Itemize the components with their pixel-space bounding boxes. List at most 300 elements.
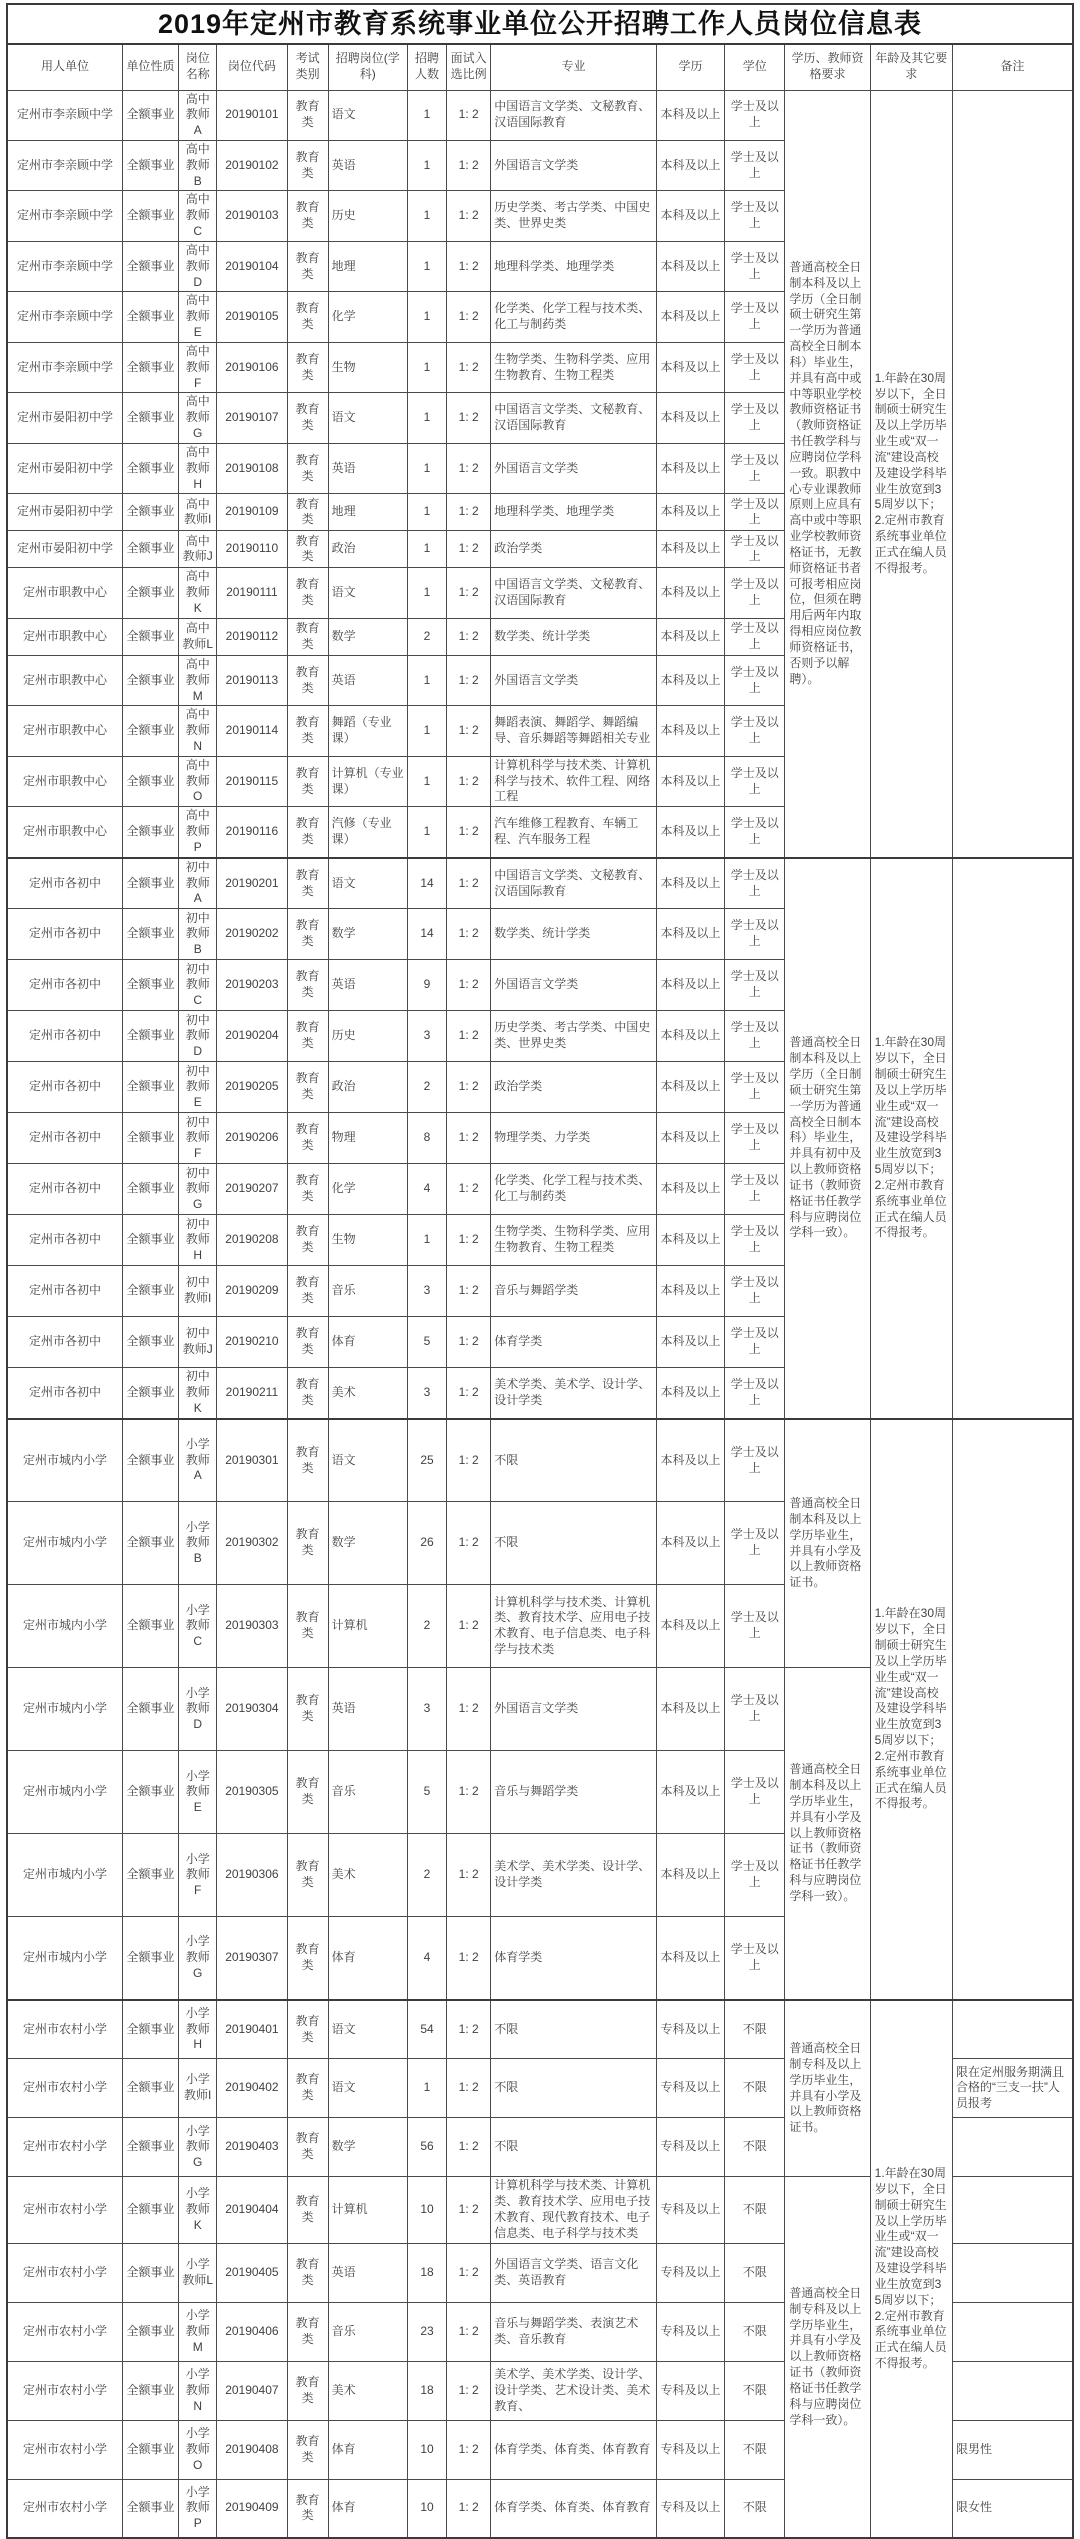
remark-cell [952,2000,1073,2059]
cell-post-name: 小学教师E [179,1751,217,1834]
table-header-row [7,44,1073,90]
cell-recruit-count: 1 [407,393,446,443]
cell-recruit-count: 2 [407,1585,446,1668]
cell-education: 专科及以上 [656,2420,724,2479]
cell-post-name: 小学教师C [179,1585,217,1668]
cell-subject: 英语 [328,655,407,705]
cell-post-code: 20190210 [217,1317,287,1368]
cell-interview-ratio: 1: 2 [447,807,491,858]
cell-major: 计算机科学与技术类、计算机类、教育技术学、应用电子技术教育、电子信息类、电子科学与技术类 [491,1585,657,1668]
cell-exam-category: 教育类 [287,960,328,1011]
table-row [7,2000,1073,2059]
cell-interview-ratio: 1: 2 [447,756,491,806]
cell-recruit-count: 1 [407,531,446,568]
cell-major: 体育学类、体育类、体育教育 [491,2420,657,2479]
cell-unit: 定州市晏阳初中学 [7,494,122,531]
cell-subject: 语文 [328,2000,407,2059]
cell-major: 中国语言文学类、文秘教育、汉语国际教育 [491,568,657,618]
cell-unit: 定州市各初中 [7,1113,122,1164]
cell-degree: 学士及以上 [725,706,785,756]
cell-major: 不限 [491,1419,657,1502]
cell-interview-ratio: 1: 2 [447,1266,491,1317]
cell-post-code: 20190113 [217,655,287,705]
cell-exam-category: 教育类 [287,1419,328,1502]
cell-recruit-count: 1 [407,292,446,342]
cell-exam-category: 教育类 [287,756,328,806]
cell-education: 本科及以上 [656,655,724,705]
cell-recruit-count: 1 [407,2059,446,2118]
cell-exam-category: 教育类 [287,655,328,705]
cell-exam-category: 教育类 [287,1011,328,1062]
cell-degree: 学士及以上 [725,393,785,443]
cell-degree: 学士及以上 [725,909,785,960]
cell-education: 本科及以上 [656,1834,724,1917]
column-header: 面试入选比例 [447,44,491,90]
cell-subject: 体育 [328,1317,407,1368]
remark-cell [952,2302,1073,2361]
cell-subject: 语文 [328,1419,407,1502]
cell-post-name: 小学教师O [179,2420,217,2479]
cell-major: 音乐与舞蹈学类 [491,1751,657,1834]
cell-degree: 不限 [725,2479,785,2538]
cell-education: 本科及以上 [656,807,724,858]
cell-interview-ratio: 1: 2 [447,531,491,568]
cell-major: 汽车维修工程教育、车辆工程、汽车服务工程 [491,807,657,858]
column-header: 学历 [656,44,724,90]
cell-degree: 不限 [725,2420,785,2479]
cell-degree: 学士及以上 [725,241,785,291]
cell-major: 美术学、美术学类、设计学、设计学类 [491,1834,657,1917]
cell-education: 本科及以上 [656,90,724,140]
cell-interview-ratio: 1: 2 [447,1317,491,1368]
column-header: 岗位代码 [217,44,287,90]
cell-education: 专科及以上 [656,2243,724,2302]
cell-recruit-count: 56 [407,2118,446,2177]
cell-exam-category: 教育类 [287,909,328,960]
cell-interview-ratio: 1: 2 [447,1751,491,1834]
cell-recruit-count: 1 [407,241,446,291]
cell-post-code: 20190408 [217,2420,287,2479]
cell-unit: 定州市城内小学 [7,1585,122,1668]
cell-nature: 全额事业 [122,393,178,443]
cell-exam-category: 教育类 [287,1834,328,1917]
cell-interview-ratio: 1: 2 [447,140,491,190]
cell-nature: 全额事业 [122,706,178,756]
column-header: 专业 [491,44,657,90]
column-header: 考试类别 [287,44,328,90]
column-header: 年龄及其它要求 [870,44,952,90]
cell-nature: 全额事业 [122,1062,178,1113]
cell-post-name: 小学教师G [179,1917,217,2000]
cell-post-name: 小学教师D [179,1668,217,1751]
cell-post-name: 高中教师J [179,531,217,568]
cell-nature: 全额事业 [122,1668,178,1751]
cell-subject: 语文 [328,858,407,909]
remark-cell: 限男性 [952,2420,1073,2479]
cell-post-name: 小学教师L [179,2243,217,2302]
cell-degree: 学士及以上 [725,90,785,140]
cell-interview-ratio: 1: 2 [447,393,491,443]
cell-post-code: 20190406 [217,2302,287,2361]
cell-major: 数学类、统计学类 [491,618,657,655]
cell-subject: 语文 [328,90,407,140]
cell-degree: 学士及以上 [725,443,785,493]
cell-recruit-count: 1 [407,342,446,392]
cell-nature: 全额事业 [122,1113,178,1164]
cell-nature: 全额事业 [122,2479,178,2538]
cell-nature: 全额事业 [122,2361,178,2420]
cell-subject: 历史 [328,1011,407,1062]
cell-education: 本科及以上 [656,568,724,618]
cell-post-name: 高中教师N [179,706,217,756]
cell-major: 计算机科学与技术类、计算机科学与技术、软件工程、网络工程 [491,756,657,806]
age-other-requirement-cell: 1.年龄在30周岁以下，全日制硕士研究生及以上学历毕业生或“双一流”建设高校及建设学科毕业生放宽到35周岁以下；2.定州市教育系统事业单位正式在编人员不得报考。 [870,2000,952,2538]
cell-unit: 定州市职教中心 [7,706,122,756]
cell-major: 不限 [491,1502,657,1585]
cell-exam-category: 教育类 [287,568,328,618]
table-row [7,90,1073,140]
cell-post-name: 初中教师F [179,1113,217,1164]
cell-post-code: 20190307 [217,1917,287,2000]
cell-interview-ratio: 1: 2 [447,2361,491,2420]
cell-interview-ratio: 1: 2 [447,655,491,705]
cell-interview-ratio: 1: 2 [447,292,491,342]
cell-unit: 定州市晏阳初中学 [7,393,122,443]
cell-post-code: 20190112 [217,618,287,655]
cell-degree: 学士及以上 [725,568,785,618]
cell-nature: 全额事业 [122,2118,178,2177]
cell-interview-ratio: 1: 2 [447,2479,491,2538]
cell-exam-category: 教育类 [287,1668,328,1751]
column-header: 单位性质 [122,44,178,90]
cell-nature: 全额事业 [122,2000,178,2059]
cell-exam-category: 教育类 [287,2177,328,2243]
cell-education: 本科及以上 [656,1502,724,1585]
cell-unit: 定州市各初中 [7,1317,122,1368]
cell-recruit-count: 1 [407,1215,446,1266]
cell-degree: 学士及以上 [725,960,785,1011]
cell-education: 本科及以上 [656,494,724,531]
cell-nature: 全额事业 [122,1317,178,1368]
cell-subject: 美术 [328,2361,407,2420]
cell-degree: 学士及以上 [725,140,785,190]
cell-nature: 全额事业 [122,756,178,806]
cell-exam-category: 教育类 [287,2243,328,2302]
cell-post-name: 高中教师D [179,241,217,291]
cell-nature: 全额事业 [122,1011,178,1062]
cell-unit: 定州市农村小学 [7,2361,122,2420]
cell-major: 不限 [491,2118,657,2177]
cell-interview-ratio: 1: 2 [447,2243,491,2302]
cell-subject: 语文 [328,2059,407,2118]
cell-subject: 地理 [328,494,407,531]
cell-post-code: 20190209 [217,1266,287,1317]
cell-education: 本科及以上 [656,140,724,190]
cell-post-code: 20190104 [217,241,287,291]
cell-exam-category: 教育类 [287,706,328,756]
cell-degree: 学士及以上 [725,191,785,241]
cell-exam-category: 教育类 [287,2059,328,2118]
cell-post-name: 高中教师E [179,292,217,342]
cell-post-name: 高中教师P [179,807,217,858]
cell-recruit-count: 10 [407,2177,446,2243]
cell-unit: 定州市李亲顾中学 [7,241,122,291]
cell-nature: 全额事业 [122,90,178,140]
cell-nature: 全额事业 [122,531,178,568]
cell-post-name: 初中教师I [179,1266,217,1317]
cell-interview-ratio: 1: 2 [447,241,491,291]
cell-degree: 学士及以上 [725,1164,785,1215]
cell-major: 外国语言文学类 [491,960,657,1011]
table-row [7,1419,1073,1502]
cell-exam-category: 教育类 [287,140,328,190]
cell-post-name: 初中教师D [179,1011,217,1062]
cell-post-code: 20190202 [217,909,287,960]
cell-education: 本科及以上 [656,1266,724,1317]
cell-subject: 美术 [328,1834,407,1917]
cell-post-name: 高中教师A [179,90,217,140]
edu-qualification-requirement-cell: 普通高校全日制本科及以上学历毕业生，并具有小学及以上教师资格证书（教师资格证书任教学科与应聘岗位学科一致）。 [785,1668,870,2000]
cell-recruit-count: 1 [407,655,446,705]
cell-interview-ratio: 1: 2 [447,2059,491,2118]
cell-major: 化学类、化学工程与技术类、化工与制药类 [491,292,657,342]
cell-subject: 生物 [328,342,407,392]
cell-unit: 定州市职教中心 [7,756,122,806]
cell-education: 本科及以上 [656,1164,724,1215]
cell-interview-ratio: 1: 2 [447,909,491,960]
cell-nature: 全额事业 [122,342,178,392]
cell-degree: 学士及以上 [725,756,785,806]
cell-post-code: 20190201 [217,858,287,909]
cell-degree: 学士及以上 [725,1215,785,1266]
cell-education: 本科及以上 [656,618,724,655]
cell-interview-ratio: 1: 2 [447,443,491,493]
cell-post-name: 小学教师N [179,2361,217,2420]
cell-post-name: 高中教师I [179,494,217,531]
cell-recruit-count: 26 [407,1502,446,1585]
cell-recruit-count: 1 [407,706,446,756]
cell-major: 外国语言文学类、语言文化类、英语教育 [491,2243,657,2302]
edu-qualification-requirement-cell: 普通高校全日制本科及以上学历（全日制硕士研究生第一学历为普通高校全日制本科）毕业生，并具有初中及以上教师资格证书（教师资格证书任教学科与应聘岗位学科一致）。 [785,858,870,1419]
cell-degree: 不限 [725,2118,785,2177]
cell-post-code: 20190102 [217,140,287,190]
cell-nature: 全额事业 [122,2302,178,2361]
cell-recruit-count: 1 [407,494,446,531]
cell-post-code: 20190114 [217,706,287,756]
cell-degree: 学士及以上 [725,807,785,858]
cell-post-code: 20190405 [217,2243,287,2302]
cell-interview-ratio: 1: 2 [447,1585,491,1668]
cell-post-code: 20190306 [217,1834,287,1917]
cell-degree: 学士及以上 [725,858,785,909]
cell-major: 舞蹈表演、舞蹈学、舞蹈编导、音乐舞蹈等舞蹈相关专业 [491,706,657,756]
cell-education: 本科及以上 [656,1419,724,1502]
cell-degree: 学士及以上 [725,1419,785,1502]
cell-recruit-count: 4 [407,1917,446,2000]
cell-major: 美术学类、美术学、设计学、设计学类 [491,1368,657,1419]
cell-education: 本科及以上 [656,909,724,960]
cell-education: 本科及以上 [656,1317,724,1368]
cell-interview-ratio: 1: 2 [447,1834,491,1917]
cell-subject: 计算机 [328,2177,407,2243]
cell-major: 音乐与舞蹈学类 [491,1266,657,1317]
cell-subject: 数学 [328,1502,407,1585]
cell-unit: 定州市各初中 [7,1011,122,1062]
cell-unit: 定州市各初中 [7,960,122,1011]
column-header: 招聘人数 [407,44,446,90]
cell-exam-category: 教育类 [287,1215,328,1266]
cell-post-code: 20190303 [217,1585,287,1668]
cell-nature: 全额事业 [122,191,178,241]
cell-education: 本科及以上 [656,443,724,493]
cell-subject: 物理 [328,1113,407,1164]
remark-cell [952,858,1073,1419]
cell-unit: 定州市各初中 [7,1266,122,1317]
cell-subject: 英语 [328,140,407,190]
cell-nature: 全额事业 [122,241,178,291]
cell-major: 中国语言文学类、文秘教育、汉语国际教育 [491,393,657,443]
cell-post-name: 初中教师B [179,909,217,960]
cell-exam-category: 教育类 [287,807,328,858]
cell-subject: 数学 [328,618,407,655]
cell-post-code: 20190305 [217,1751,287,1834]
cell-major: 音乐与舞蹈学类、表演艺术类、音乐教育 [491,2302,657,2361]
cell-unit: 定州市职教中心 [7,807,122,858]
cell-post-name: 小学教师A [179,1419,217,1502]
cell-subject: 语文 [328,393,407,443]
cell-education: 本科及以上 [656,706,724,756]
cell-nature: 全额事业 [122,1585,178,1668]
cell-major: 体育学类 [491,1317,657,1368]
cell-education: 本科及以上 [656,531,724,568]
cell-major: 化学类、化学工程与技术类、化工与制药类 [491,1164,657,1215]
cell-nature: 全额事业 [122,858,178,909]
cell-unit: 定州市李亲顾中学 [7,292,122,342]
cell-post-name: 高中教师C [179,191,217,241]
cell-post-name: 小学教师H [179,2000,217,2059]
cell-degree: 不限 [725,2361,785,2420]
cell-exam-category: 教育类 [287,342,328,392]
cell-post-name: 小学教师M [179,2302,217,2361]
cell-major: 生物学类、生物科学类、应用生物教育、生物工程类 [491,342,657,392]
cell-unit: 定州市城内小学 [7,1502,122,1585]
cell-nature: 全额事业 [122,1368,178,1419]
cell-post-code: 20190211 [217,1368,287,1419]
cell-post-name: 高中教师H [179,443,217,493]
cell-degree: 不限 [725,2243,785,2302]
cell-education: 本科及以上 [656,858,724,909]
cell-degree: 不限 [725,2059,785,2118]
column-header: 招聘岗位(学科) [328,44,407,90]
cell-degree: 学士及以上 [725,494,785,531]
cell-exam-category: 教育类 [287,241,328,291]
cell-degree: 学士及以上 [725,1113,785,1164]
cell-interview-ratio: 1: 2 [447,568,491,618]
cell-major: 历史学类、考古学类、中国史类、世界史类 [491,1011,657,1062]
cell-unit: 定州市职教中心 [7,618,122,655]
cell-nature: 全额事业 [122,2420,178,2479]
cell-subject: 音乐 [328,1751,407,1834]
cell-education: 本科及以上 [656,960,724,1011]
cell-subject: 计算机 [328,1585,407,1668]
cell-subject: 音乐 [328,2302,407,2361]
edu-qualification-requirement-cell: 普通高校全日制本科及以上学历（全日制硕士研究生第一学历为普通高校全日制本科）毕业生，并具有高中或中等职业学校教师资格证书（教师资格证书任教学科与应聘岗位学科一致。职教中心专业课教师原则上应具有高中或中等职业学校教师资格证书，无教师资格证书者可报考相应岗位，但须在聘用后两年内取得相应岗位教师资格证书，否则予以解聘）。 [785,90,870,858]
recruitment-info-sheet [6,3,1074,2539]
cell-recruit-count: 5 [407,1751,446,1834]
cell-unit: 定州市晏阳初中学 [7,531,122,568]
cell-unit: 定州市农村小学 [7,2302,122,2361]
cell-education: 本科及以上 [656,1011,724,1062]
cell-degree: 学士及以上 [725,1266,785,1317]
cell-interview-ratio: 1: 2 [447,1502,491,1585]
cell-post-code: 20190101 [217,90,287,140]
cell-major: 地理科学类、地理学类 [491,241,657,291]
cell-recruit-count: 2 [407,1834,446,1917]
cell-degree: 学士及以上 [725,1011,785,1062]
cell-recruit-count: 4 [407,1164,446,1215]
cell-nature: 全额事业 [122,568,178,618]
cell-interview-ratio: 1: 2 [447,960,491,1011]
cell-post-code: 20190110 [217,531,287,568]
cell-major: 计算机科学与技术类、计算机类、教育技术学、应用电子技术教育、现代教育技术、电子信息类、电子科学与技术类 [491,2177,657,2243]
cell-recruit-count: 3 [407,1368,446,1419]
cell-unit: 定州市晏阳初中学 [7,443,122,493]
cell-recruit-count: 2 [407,1062,446,1113]
cell-exam-category: 教育类 [287,2361,328,2420]
cell-nature: 全额事业 [122,1751,178,1834]
cell-post-code: 20190409 [217,2479,287,2538]
cell-nature: 全额事业 [122,1917,178,2000]
cell-interview-ratio: 1: 2 [447,2118,491,2177]
cell-recruit-count: 1 [407,191,446,241]
cell-degree: 学士及以上 [725,1585,785,1668]
cell-subject: 语文 [328,568,407,618]
cell-major: 体育学类 [491,1917,657,2000]
cell-major: 政治学类 [491,1062,657,1113]
cell-degree: 学士及以上 [725,655,785,705]
cell-exam-category: 教育类 [287,618,328,655]
cell-unit: 定州市各初中 [7,1164,122,1215]
cell-post-code: 20190204 [217,1011,287,1062]
cell-post-name: 初中教师A [179,858,217,909]
cell-post-name: 小学教师B [179,1502,217,1585]
cell-major: 物理学类、力学类 [491,1113,657,1164]
cell-degree: 学士及以上 [725,1368,785,1419]
cell-post-code: 20190107 [217,393,287,443]
cell-major: 不限 [491,2000,657,2059]
cell-interview-ratio: 1: 2 [447,1062,491,1113]
cell-nature: 全额事业 [122,1419,178,1502]
cell-major: 外国语言文学类 [491,140,657,190]
cell-education: 本科及以上 [656,292,724,342]
cell-recruit-count: 10 [407,2420,446,2479]
cell-subject: 数学 [328,2118,407,2177]
remark-cell [952,2177,1073,2243]
cell-interview-ratio: 1: 2 [447,494,491,531]
cell-unit: 定州市李亲顾中学 [7,342,122,392]
cell-recruit-count: 1 [407,807,446,858]
cell-education: 本科及以上 [656,1215,724,1266]
cell-unit: 定州市城内小学 [7,1751,122,1834]
cell-unit: 定州市李亲顾中学 [7,90,122,140]
cell-post-name: 初中教师C [179,960,217,1011]
cell-degree: 不限 [725,2177,785,2243]
cell-nature: 全额事业 [122,960,178,1011]
cell-post-name: 初中教师J [179,1317,217,1368]
cell-post-name: 高中教师M [179,655,217,705]
cell-recruit-count: 1 [407,443,446,493]
cell-subject: 体育 [328,2479,407,2538]
